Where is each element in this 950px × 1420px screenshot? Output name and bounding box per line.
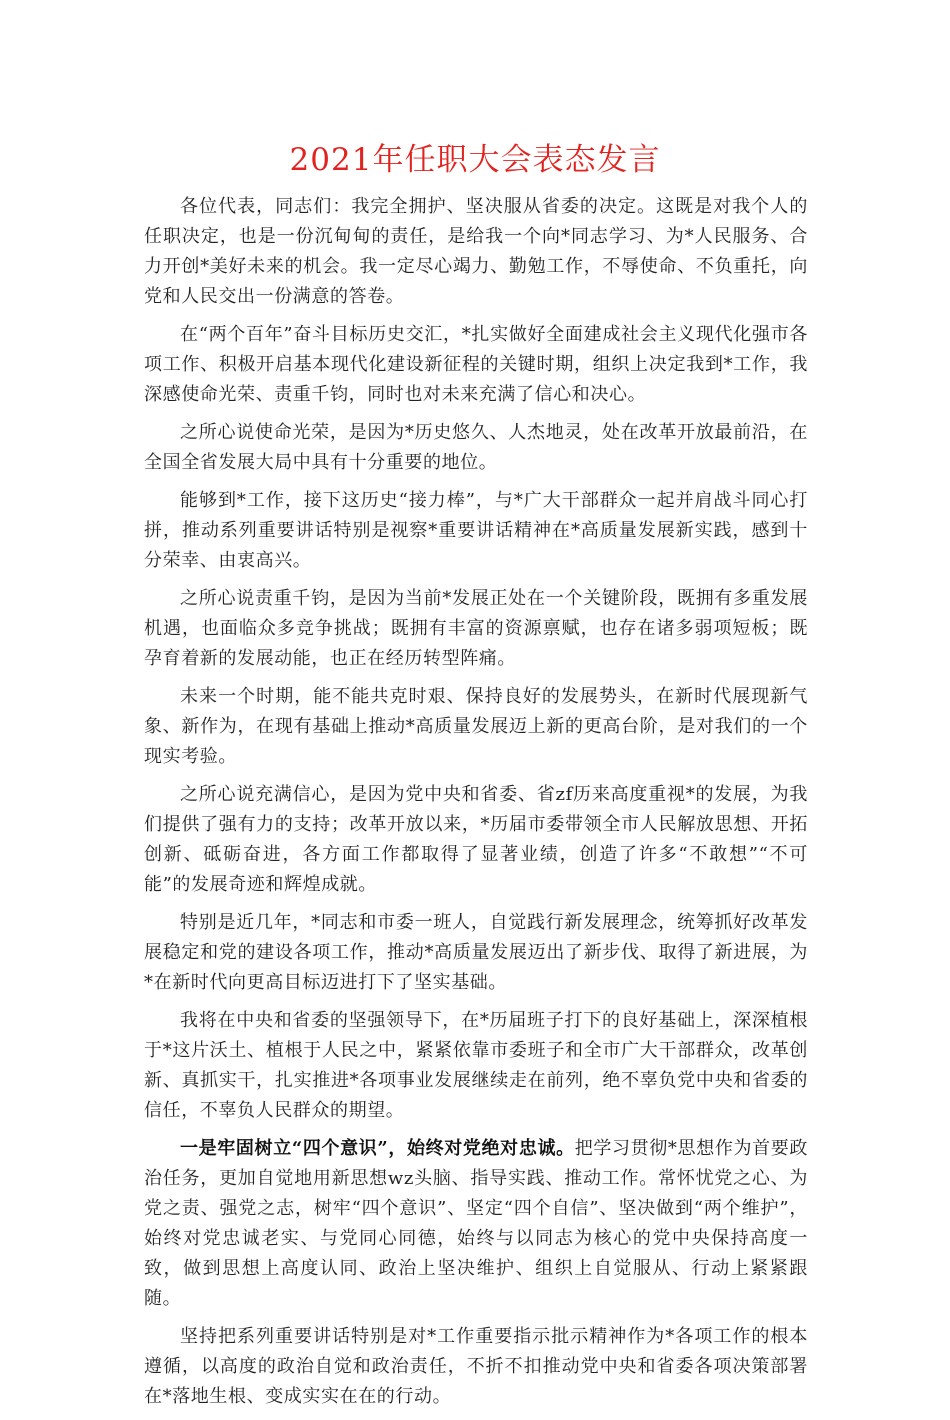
paragraph-4 [144, 486, 808, 576]
paragraph-text: 特别是近几年，*同志和市委一班人，自觉践行新发展理念，统筹抓好改革发展稳定和党的建设各项工作，推动*高质量发展迈出了新步伐、取得了新进展，为*在新时代向更高目标迈进打下了坚实基础。 [144, 912, 808, 993]
paragraph-3 [144, 418, 808, 478]
paragraph-text: 能够到*工作，接下这历史“接力棒”，与*广大干部群众一起并肩战斗同心打拼，推动系列重要讲话特别是视察*重要讲话精神在*高质量发展新实践，感到十分荣幸、由衷高兴。 [144, 490, 808, 571]
paragraph-text: 坚持把系列重要讲话特别是对*工作重要指示批示精神作为*各项工作的根本遵循，以高度的政治自觉和政治责任，不折不扣推动党中央和省委各项决策部署在*落地生根、变成实实在在的行动。 [144, 1326, 808, 1407]
paragraph-text: 之所心说责重千钧，是因为当前*发展正处在一个关键阶段，既拥有多重发展机遇，也面临众多竞争挑战；既拥有丰富的资源禀赋，也存在诸多弱项短板；既孕育着新的发展动能，也正在经历转型阵痛。 [144, 588, 808, 669]
document-title: 2021年任职大会表态发言 [289, 142, 661, 178]
paragraph-text: 之所心说充满信心，是因为党中央和省委、省zf历来高度重视*的发展，为我们提供了强有力的支持；改革开放以来，*历届市委带领全市人民解放思想、开拓创新、砥砺奋进，各方面工作都取得了显著业绩，创造了许多“不敢想”“不可能”的发展奇迹和辉煌成就。 [144, 784, 808, 895]
paragraph-text: 把学习贯彻*思想作为首要政治任务，更加自觉地用新思想wz头脑、指导实践、推动工作。常怀忧党之心、为党之责、强党之志，树牢“四个意识”、坚定“四个自信”、坚决做到“两个维护”，始终对党忠诚老实、与党同心同德，始终与以同志为核心的党中央保持高度一致，做到思想上高度认同、政治上坚决维护、组织上自觉服从、行动上紧紧跟随。 [144, 1138, 808, 1309]
document-body [144, 192, 808, 1420]
paragraph-6 [144, 682, 808, 772]
paragraph-text: 之所心说使命光荣，是因为*历史悠久、人杰地灵，处在改革开放最前沿，在全国全省发展大局中具有十分重要的地位。 [144, 422, 808, 473]
paragraph-text: 在“两个百年”奋斗目标历史交汇，*扎实做好全面建成社会主义现代化强市各项工作、积极开启基本现代化建设新征程的关键时期，组织上决定我到*工作，我深感使命光荣、责重千钧，同时也对未来充满了信心和决心。 [144, 324, 808, 405]
paragraph-11 [144, 1322, 808, 1412]
paragraph-text: 各位代表，同志们：我完全拥护、坚决服从省委的决定。这既是对我个人的任职决定，也是一份沉甸甸的责任，是给我一个向*同志学习、为*人民服务、合力开创*美好未来的机会。我一定尽心竭力、勤勉工作，不辱使命、不负重托，向党和人民交出一份满意的答卷。 [144, 196, 808, 307]
paragraph-text: 我将在中央和省委的坚强领导下，在*历届班子打下的良好基础上，深深植根于*这片沃土、植根于人民之中，紧紧依靠市委班子和全市广大干部群众，改革创新、真抓实干，扎实推进*各项事业发展继续走在前列，绝不辜负党中央和省委的信任，不辜负人民群众的期望。 [144, 1010, 808, 1121]
paragraph-10 [144, 1134, 808, 1314]
paragraph-lead-heading: 一是牢固树立“四个意识”，始终对党绝对忠诚。 [180, 1138, 575, 1159]
paragraph-8 [144, 908, 808, 998]
paragraph-9 [144, 1006, 808, 1126]
paragraph-2 [144, 320, 808, 410]
paragraph-7 [144, 780, 808, 900]
paragraph-5 [144, 584, 808, 674]
paragraph-text: 未来一个时期，能不能共克时艰、保持良好的发展势头，在新时代展现新气象、新作为，在现有基础上推动*高质量发展迈上新的更高台阶，是对我们的一个现实考验。 [144, 686, 808, 767]
paragraph-1 [144, 192, 808, 312]
